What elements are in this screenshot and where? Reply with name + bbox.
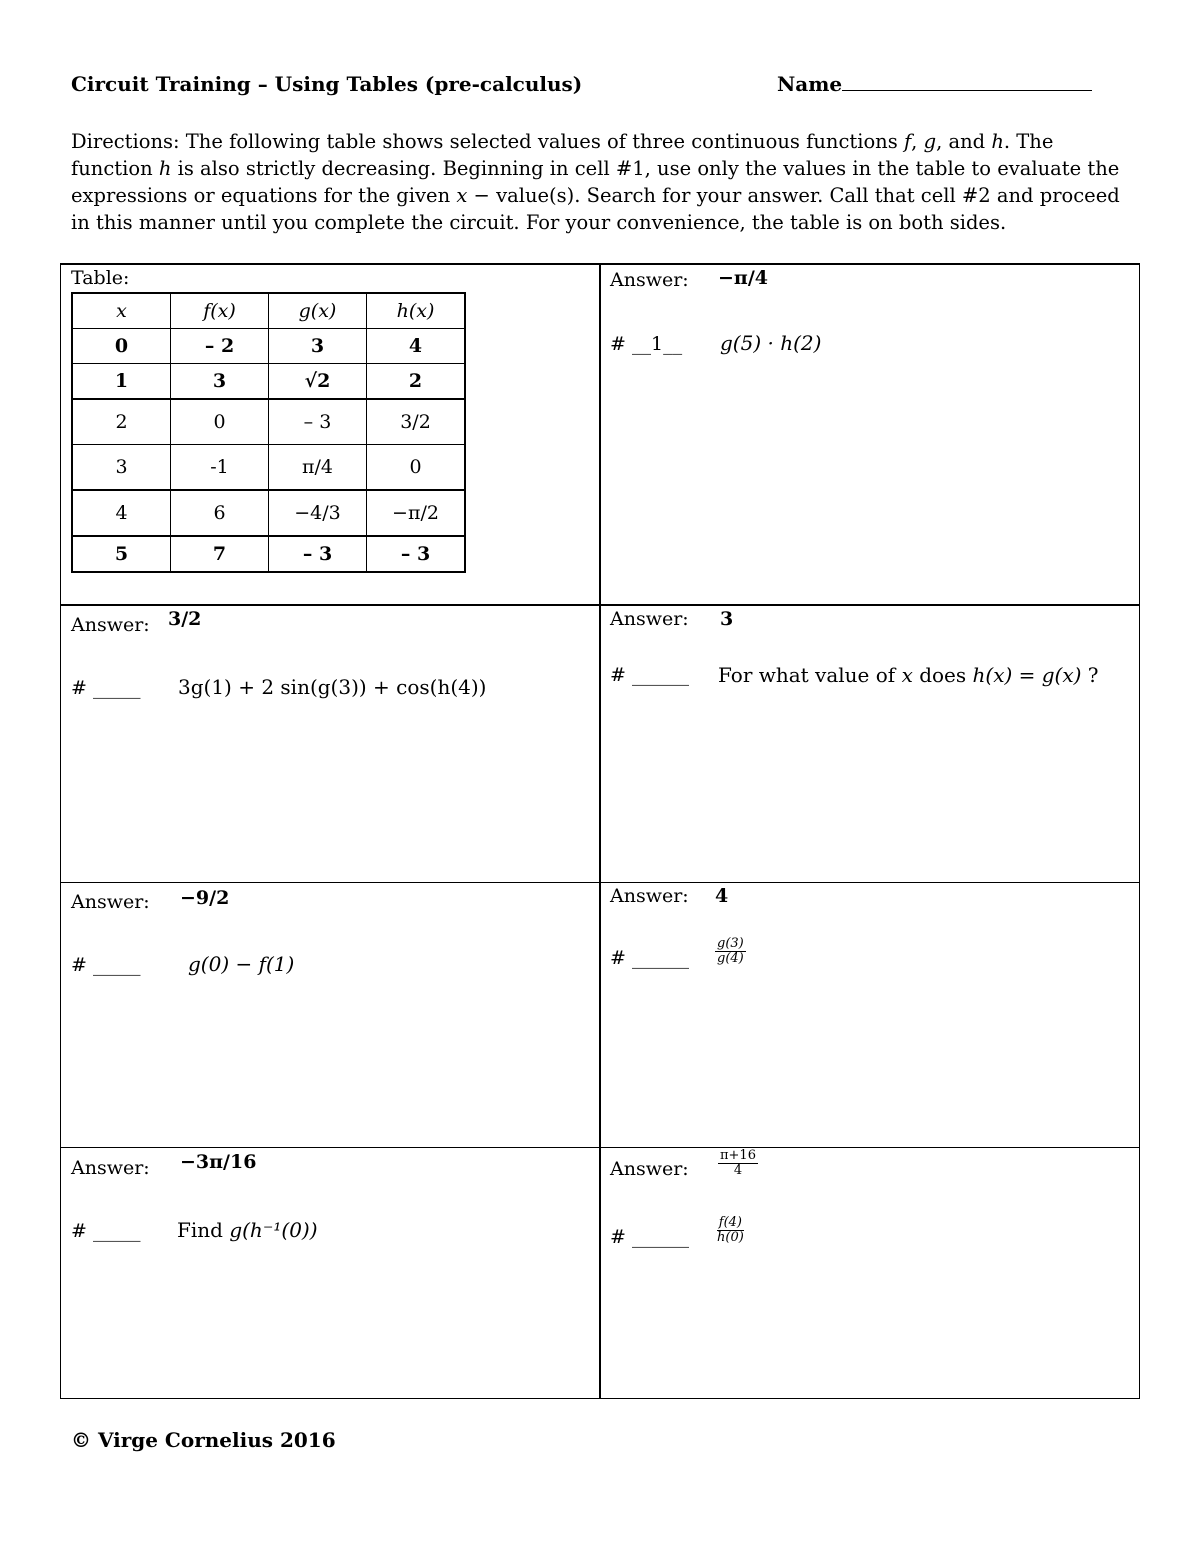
table-cell: – 3 (367, 536, 466, 572)
fraction-numerator: f(4) (718, 1215, 743, 1230)
answer-label: Answer: (610, 269, 689, 291)
table-cell: √2 (269, 364, 367, 400)
name-blank-line (842, 72, 1092, 91)
values-table (71, 292, 466, 573)
table-header-row (72, 293, 465, 329)
cell-number: # ______ (610, 1226, 689, 1248)
answer-label: Answer: (71, 891, 150, 913)
cell-expression: g(5) · h(2) (720, 331, 822, 355)
table-cell: 2 (72, 399, 171, 445)
table-cell: 0 (367, 445, 466, 491)
cell-expression: g(0) − f(1) (188, 952, 295, 976)
cell-expression (715, 937, 746, 966)
table-cell: −π/2 (367, 490, 466, 536)
table-row (72, 399, 465, 445)
table-row (72, 445, 465, 491)
answer-value: −π/4 (718, 267, 768, 289)
fraction (715, 1216, 746, 1245)
table-cell: 7 (171, 536, 269, 572)
cell-expression: 3g(1) + 2 sin(g(3)) + cos(h(4)) (178, 675, 487, 699)
table-cell: 0 (72, 329, 171, 364)
table-cell: −4/3 (269, 490, 367, 536)
fraction-denominator: h(0) (717, 1230, 744, 1245)
expr-function: g(h⁻¹(0)) (229, 1218, 318, 1242)
directions-text: Directions: The following table shows selected values of three continuous functions f, g, and h. The function h is also strictly decreasing. Beginning in cell #1, use only the values in the table to evaluate the expressions or equations for the given x − value(s). Search for your answer. Call that cell #2 and proceed in this manner until you complete the circuit. For your convenience, the table is on both sides. (71, 130, 1120, 234)
cell-number: # _____ (71, 677, 141, 699)
table-row (72, 329, 465, 364)
hash-sign: # (71, 677, 87, 699)
table-header-cell: g(x) (269, 293, 367, 329)
expr-text: For what value of (718, 663, 902, 687)
cell-number: # ______ (610, 947, 689, 969)
copyright-footer: © Virge Cornelius 2016 (71, 1428, 336, 1452)
expr-equation: h(x) = g(x) (972, 663, 1082, 687)
table-cell: 3 (171, 364, 269, 400)
hash-sign: # (610, 333, 626, 355)
cell-expression (718, 663, 1099, 687)
answer-label: Answer: (610, 608, 689, 630)
grid-row-divider-2 (60, 882, 1140, 883)
fraction-denominator: g(4) (717, 951, 744, 966)
name-label: Name (777, 72, 843, 96)
hash-sign: # (610, 664, 626, 686)
answer-value: −3π/16 (180, 1151, 257, 1173)
answer-label: Answer: (610, 1158, 689, 1180)
expr-text: ? (1081, 663, 1099, 687)
cell-expression (715, 1216, 746, 1245)
grid-center-divider (599, 263, 601, 1399)
cell-expression (177, 1218, 318, 1242)
fraction-numerator: g(3) (717, 936, 744, 951)
hash-sign: # (71, 954, 87, 976)
fraction (718, 1149, 758, 1178)
cell-number: # _____ (71, 1220, 141, 1242)
answer-value: 3/2 (168, 608, 202, 630)
table-cell: 2 (367, 364, 466, 400)
table-cell: 5 (72, 536, 171, 572)
answer-value: 4 (715, 885, 729, 907)
table-cell: 6 (171, 490, 269, 536)
expr-text: Find (177, 1218, 230, 1242)
grid-row-divider-3 (60, 1147, 1140, 1148)
table-cell: 3 (269, 329, 367, 364)
answer-label: Answer: (71, 1157, 150, 1179)
page-title: Circuit Training – Using Tables (pre-calculus) (71, 72, 583, 96)
cell-number: # ______ (610, 664, 689, 686)
answer-label: Answer: (71, 614, 150, 636)
table-cell: 3/2 (367, 399, 466, 445)
answer-label: Answer: (610, 885, 689, 907)
table-cell: 4 (72, 490, 171, 536)
table-cell: π/4 (269, 445, 367, 491)
table-cell: – 3 (269, 399, 367, 445)
table-cell: -1 (171, 445, 269, 491)
hash-sign: # (610, 1226, 626, 1248)
answer-value: 3 (720, 608, 734, 630)
answer-value (718, 1149, 758, 1178)
hash-sign: # (610, 947, 626, 969)
table-cell: 0 (171, 399, 269, 445)
table-cell: 3 (72, 445, 171, 491)
fraction-numerator: π+16 (720, 1148, 756, 1163)
table-cell: – 2 (171, 329, 269, 364)
cell-number: # __1__ (610, 333, 683, 355)
fraction-denominator: 4 (733, 1163, 743, 1178)
table-header-cell: h(x) (367, 293, 466, 329)
fraction (715, 937, 746, 966)
grid-row-divider-1 (60, 604, 1140, 606)
name-field (777, 72, 1092, 96)
table-label: Table: (71, 267, 130, 289)
hash-sign: # (71, 1220, 87, 1242)
table-header-cell: x (72, 293, 171, 329)
circuit-grid (60, 263, 1140, 1399)
table-row (72, 536, 465, 572)
table-row (72, 490, 465, 536)
table-cell: – 3 (269, 536, 367, 572)
cell-number-value: 1 (650, 333, 664, 355)
expr-text: does (912, 663, 973, 687)
answer-value: −9/2 (180, 887, 230, 909)
table-header-cell: f(x) (171, 293, 269, 329)
table-cell: 4 (367, 329, 466, 364)
cell-number: # _____ (71, 954, 141, 976)
table-cell: 1 (72, 364, 171, 400)
table-row (72, 364, 465, 400)
expr-var: x (901, 663, 913, 687)
